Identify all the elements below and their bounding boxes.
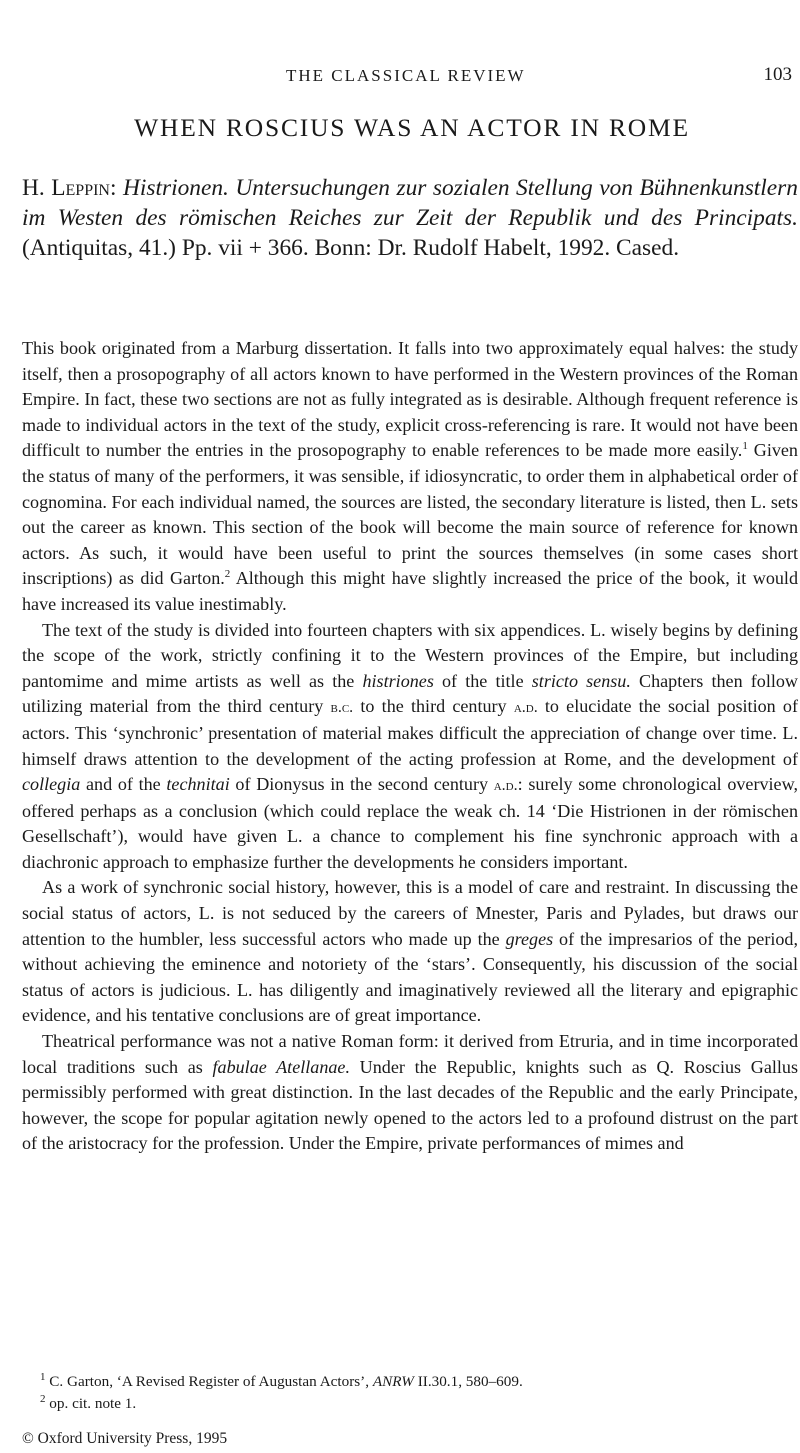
era-abbrev: a.d. [513, 699, 538, 717]
text-run: to elucidate the social position of actors. This ‘synchronic’ presentation of material makes difficult the appreciation of change over time. L. himself draws attention to the development of the acting profession at Rome, and the development of [22, 696, 798, 769]
footnote-mark: 2 [40, 1392, 46, 1405]
review-author: H. Leppin: [22, 175, 117, 201]
paragraph-3 [22, 875, 798, 1029]
text-run: Under the Republic, knights such as Q. Roscius Gallus permissibly performed with great distinction. In the last decades of the Republic and the early Principate, however, the scope for popular agitation newly opened to the actors led to a profound distrust on the part of the aristocracy for the profession. Under the Empire, private performances of mimes and [22, 1056, 799, 1154]
footnote-1 [40, 1371, 780, 1393]
copyright-notice: © Oxford University Press, 1995 [22, 1430, 228, 1447]
footnote-text: II.30.1, 580–609. [413, 1373, 523, 1390]
text-run: This book originated from a Marburg dissertation. It falls into two approximately equal halves: the study itself, then a prosopography of all actors known to have performed in the Western provinces of the Roman Empire. In fact, these two sections are not as fully integrated as is desirable. Although frequent reference is made to individual actors in the text of the study, explicit cross-referencing is rare. It would not have been difficult to number the entries in the prosopography to enable references to be made more easily. [22, 338, 798, 461]
journal-abbrev: ANRW [372, 1373, 414, 1390]
footnotes [40, 1371, 780, 1415]
italic-term: stricto sensu. [531, 670, 631, 691]
italic-term: technitai [166, 774, 230, 795]
article-body [22, 336, 798, 1157]
italic-term: histriones [362, 670, 434, 691]
footnote-text: op. cit. note 1. [45, 1395, 137, 1412]
paragraph-2 [22, 618, 798, 876]
footnote-mark: 1 [40, 1370, 46, 1383]
era-abbrev: b.c. [330, 699, 354, 717]
publication-details: (Antiquitas, 41.) Pp. vii + 366. Bonn: Dr. Rudolf Habelt, 1992. Cased. [22, 235, 680, 261]
article-title: WHEN ROSCIUS WAS AN ACTOR IN ROME [134, 113, 690, 142]
text-run: of the title [433, 670, 532, 691]
text-run: : surely some chronological overview, offered perhaps as a conclusion (which could replace the weak ch. 14 ‘Die Histrionen in der römischen Gesellschaft’), would have given L. a chance to complement his fine synchronic approach with a diachronic approach to emphasize further the developments he considers important. [22, 774, 799, 872]
italic-term: greges [505, 928, 554, 949]
italic-term: collegia [22, 774, 81, 795]
text-run: Chapters then follow utilizing material from the third century [22, 670, 799, 717]
page-number: 103 [763, 64, 792, 85]
footnote-ref-2: 2 [224, 568, 231, 581]
book-title: Histrionen. Untersuchungen zur sozialen Stellung von Bühnenkunstlern im Westen des römischen Reiches zur Zeit der Republik und des Principats. [22, 175, 798, 231]
text-run: and of the [80, 774, 167, 795]
text-run: Given the status of many of the performers, it was sensible, if idiosyncratic, to order them in alphabetical order of cognomina. For each individual named, the sources are listed, the secondary literature is listed, then L. sets out the career as known. This section of the book will become the main source of reference for known actors. As such, it would have been useful to print the sources themselves (in some cases short inscriptions) as did Garton. [22, 440, 798, 589]
paragraph-4 [22, 1029, 798, 1157]
era-abbrev: a.d. [493, 777, 518, 795]
text-run: to the third century [353, 696, 514, 717]
review-heading [22, 173, 798, 263]
text-run: As a work of synchronic social history, however, this is a model of care and restraint. In discussing the social status of actors, L. is not seduced by the careers of Mnester, Paris and Pylades, but draws our attention to the humbler, less successful actors who made up the [22, 877, 798, 949]
running-head: THE CLASSICAL REVIEW [286, 66, 526, 85]
footnote-text: C. Garton, ‘A Revised Register of Augustan Actors’, [45, 1373, 373, 1390]
footnote-ref-1: 1 [742, 440, 748, 453]
text-run: of the impresarios of the period, without achieving the eminence and notoriety of the ‘stars’. Consequently, his discussion of the social status of actors is judicious. L. has diligently and imaginatively reviewed all the literary and epigraphic evidence, and his tentative conclusions are of great importance. [22, 928, 798, 1026]
paragraph-1 [22, 336, 798, 618]
text-run: of Dionysus in the second century [229, 774, 494, 795]
text-run: The text of the study is divided into fourteen chapters with six appendices. L. wisely begins by defining the scope of the work, strictly confining it to the Western provinces of the Empire, but including pantomime and mime artists as well as the [22, 619, 798, 691]
text-run: Although this might have slightly increased the price of the book, it would have increased its value inestimably. [22, 568, 798, 614]
text-run: Theatrical performance was not a native Roman form: it derived from Etruria, and in time incorporated local traditions such as [22, 1031, 798, 1077]
italic-term: fabulae Atellanae. [212, 1056, 350, 1077]
footnote-2 [40, 1393, 780, 1415]
